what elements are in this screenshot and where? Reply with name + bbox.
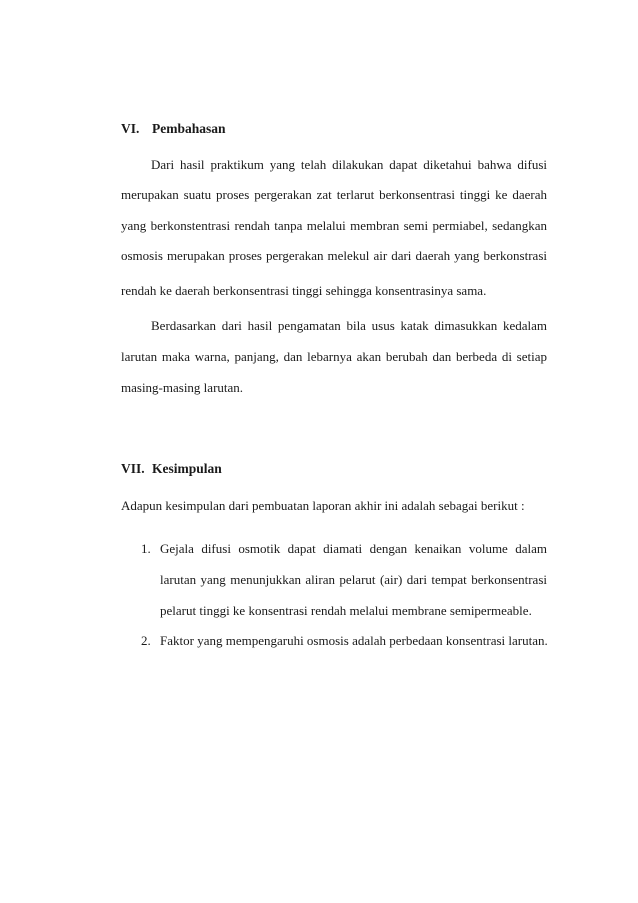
list-item-line: Faktor yang mempengaruhi osmosis adalah perbedaan konsentrasi larutan. [160,633,548,648]
list-item-line: pelarut tinggi ke konsentrasi rendah melalui membrane semipermeable. [160,603,532,618]
section-heading-kesimpulan [121,461,222,477]
list-item-line: larutan yang menunjukkan aliran pelarut (air) dari tempat berkonsentrasi [160,572,547,587]
section-heading-pembahasan [121,121,226,137]
paragraph-line: Dari hasil praktikum yang telah dilakukan dapat diketahui bahwa difusi [151,157,547,172]
paragraph-line: masing-masing larutan. [121,380,244,395]
list-item-number: 1. [141,541,151,556]
section-number: VII. [121,461,145,476]
list-item-line: Gejala difusi osmotik dapat diamati dengan kenaikan volume dalam [160,541,547,556]
list-item-number: 2. [141,633,151,648]
section-number: VI. [121,121,140,136]
section-title: Pembahasan [152,121,226,136]
section-title: Kesimpulan [152,461,222,476]
paragraph-line: larutan maka warna, panjang, dan lebarnya akan berubah dan berbeda di setiap [121,349,547,364]
paragraph-line: osmosis merupakan proses pergerakan melekul air dari daerah yang berkonstrasi [121,248,547,263]
paragraph-line: Berdasarkan dari hasil pengamatan bila usus katak dimasukkan kedalam [151,318,547,333]
conclusion-intro: Adapun kesimpulan dari pembuatan laporan akhir ini adalah sebagai berikut : [121,498,525,513]
paragraph-line: yang berkonstentrasi rendah tanpa melalui membran semi permiabel, sedangkan [121,218,547,233]
paragraph-line: rendah ke daerah berkonsentrasi tinggi sehingga konsentrasinya sama. [121,283,487,298]
paragraph-line: merupakan suatu proses pergerakan zat terlarut berkonsentrasi tinggi ke daerah [121,187,547,202]
